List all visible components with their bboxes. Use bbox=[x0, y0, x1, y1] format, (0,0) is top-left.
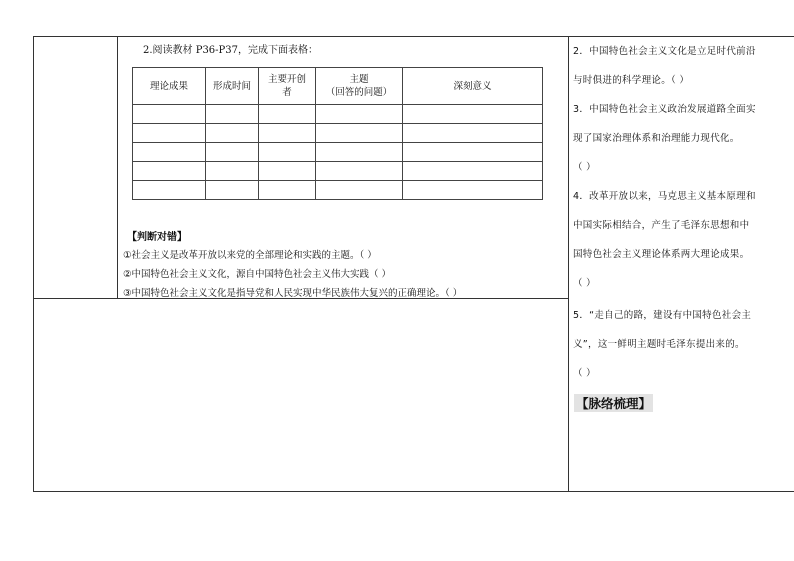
right-line: 义”，这一鲜明主题时毛泽东提出来的。 bbox=[573, 339, 745, 350]
judge-item-2: ②中国特色社会主义文化，源自中国特色社会主义伟大实践（ ） bbox=[123, 269, 392, 280]
right-line: 与时俱进的科学理论。（ ） bbox=[573, 75, 690, 86]
context-section-heading: 【脉络梳理】 bbox=[576, 396, 652, 411]
right-line: 3．中国特色社会主义政治发展道路全面实 bbox=[573, 104, 756, 115]
judge-section-title: 【判断对错】 bbox=[127, 232, 187, 243]
table-cell[interactable] bbox=[133, 105, 206, 124]
table-cell[interactable] bbox=[133, 143, 206, 162]
right-line: 2．中国特色社会主义文化是立足时代前沿 bbox=[573, 46, 756, 57]
table-cell[interactable] bbox=[259, 143, 316, 162]
right-line: （ ） bbox=[573, 278, 596, 289]
table-row bbox=[133, 143, 543, 162]
table-cell[interactable] bbox=[403, 181, 543, 200]
table-instruction: 2.阅读教材 P36-P37，完成下面表格： bbox=[143, 45, 319, 56]
table-cell[interactable] bbox=[133, 181, 206, 200]
table-cell[interactable] bbox=[403, 162, 543, 181]
table-cell[interactable] bbox=[316, 124, 403, 143]
table-cell[interactable] bbox=[206, 124, 259, 143]
table-cell[interactable] bbox=[206, 143, 259, 162]
table-cell[interactable] bbox=[403, 143, 543, 162]
table-cell[interactable] bbox=[403, 124, 543, 143]
header-theme: 主题 （回答的问题） bbox=[316, 68, 403, 105]
table-cell[interactable] bbox=[206, 181, 259, 200]
table-cell[interactable] bbox=[259, 124, 316, 143]
table-cell[interactable] bbox=[259, 105, 316, 124]
header-significance: 深刻意义 bbox=[403, 68, 543, 105]
table-cell[interactable] bbox=[259, 162, 316, 181]
table-row bbox=[133, 162, 543, 181]
right-line: 现了国家治理体系和治理能力现代化。 bbox=[573, 133, 740, 144]
table-cell[interactable] bbox=[316, 105, 403, 124]
table-row bbox=[133, 105, 543, 124]
table-cell[interactable] bbox=[316, 181, 403, 200]
theory-table bbox=[132, 67, 543, 200]
table-cell[interactable] bbox=[206, 162, 259, 181]
table-row bbox=[133, 124, 543, 143]
right-line: 国特色社会主义理论体系两大理论成果。 bbox=[573, 249, 750, 260]
table-cell[interactable] bbox=[206, 105, 259, 124]
judge-item-1: ①社会主义是改革开放以来党的全部理论和实践的主题。（ ） bbox=[123, 250, 377, 261]
header-theory: 理论成果 bbox=[133, 68, 206, 105]
table-row bbox=[133, 181, 543, 200]
judge-item-3: ③中国特色社会主义文化是指导党和人民实现中华民族伟大复兴的正确理论。（ ） bbox=[123, 288, 463, 299]
left-column-divider bbox=[117, 36, 118, 298]
right-line: 中国实际相结合，产生了毛泽东思想和中 bbox=[573, 220, 750, 231]
header-time: 形成时间 bbox=[206, 68, 259, 105]
table-cell[interactable] bbox=[259, 181, 316, 200]
table-cell[interactable] bbox=[133, 162, 206, 181]
table-cell[interactable] bbox=[316, 162, 403, 181]
table-cell[interactable] bbox=[403, 105, 543, 124]
right-line: （ ） bbox=[573, 162, 596, 173]
right-line: （ ） bbox=[573, 368, 596, 379]
table-cell[interactable] bbox=[133, 124, 206, 143]
right-column-divider bbox=[568, 36, 569, 492]
table-cell[interactable] bbox=[316, 143, 403, 162]
header-founder: 主要开创 者 bbox=[259, 68, 316, 105]
right-line: 5．“走自己的路，建设有中国特色社会主 bbox=[573, 310, 752, 321]
right-line: 4．改革开放以来，马克思主义基本原理和 bbox=[573, 191, 756, 202]
